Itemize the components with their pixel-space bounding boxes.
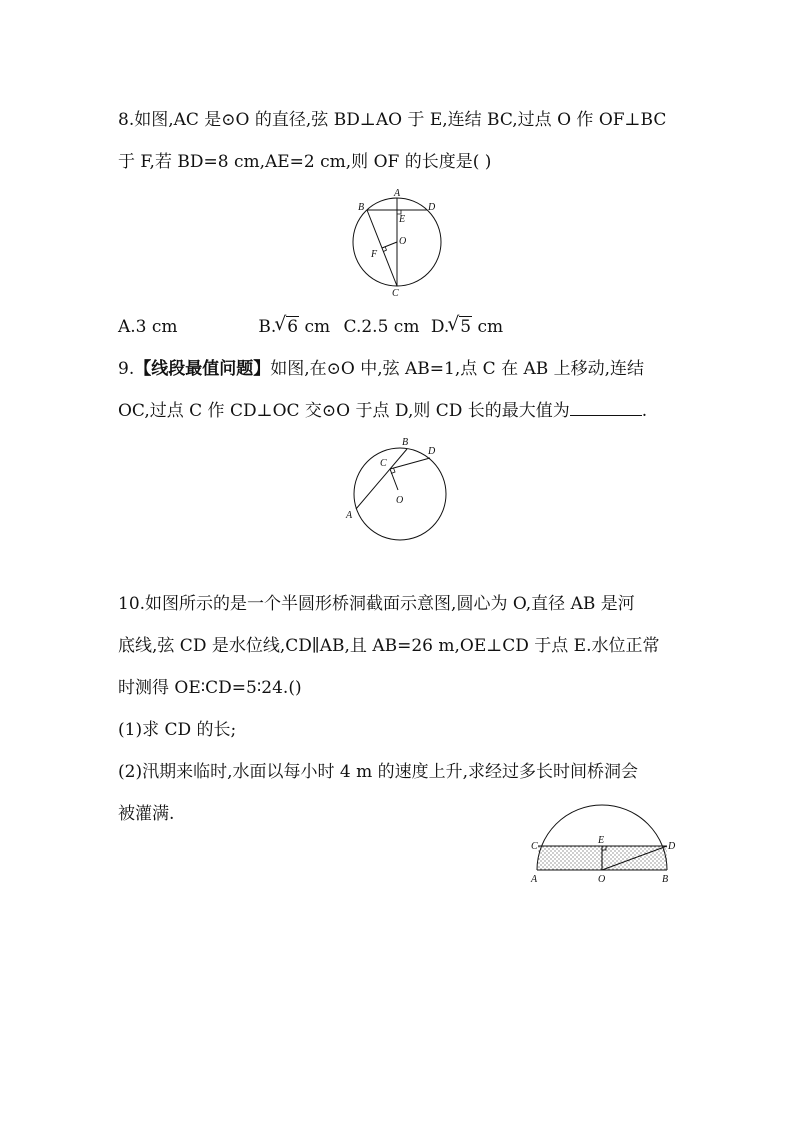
q8-label-b: B	[358, 202, 365, 213]
q10-line3: 时测得 OE∶CD=5∶24.()	[118, 678, 302, 698]
q10-label-b: B	[662, 874, 669, 885]
q10-part2-line2: 被灌满.	[118, 804, 175, 824]
q9-circle	[354, 448, 446, 540]
q10-label-o: O	[598, 874, 606, 885]
q9-line2: OC,过点 C 作 CD⊥OC 交⊙O 于点 D,则 CD 长的最大值为 .	[118, 401, 648, 421]
q9-label-c: C	[380, 458, 387, 469]
q10-figure	[522, 790, 682, 890]
q9-segment-cd	[390, 458, 430, 469]
q8-label-f: F	[371, 249, 378, 260]
q8-line2: 于 F,若 BD=8 cm,AE=2 cm,则 OF 的长度是( )	[118, 152, 492, 172]
q10-line2: 底线,弦 CD 是水位线,CD∥AB,且 AB=26 m,OE⊥CD 于点 E.水位正常	[118, 636, 660, 656]
q8-segment-of	[382, 242, 397, 248]
q10-part1: (1)求 CD 的长;	[118, 720, 237, 740]
q10-label-a: A	[531, 874, 538, 885]
q9-line1: 9.【线段最值问题】如图,在⊙O 中,弦 AB=1,点 C 在 AB 上移动,连结	[118, 359, 645, 379]
q10-label-e: E	[598, 835, 605, 846]
q8-option-b: B.√ 6 cm	[258, 317, 330, 337]
q9-label-o: O	[396, 495, 404, 506]
q8-options	[118, 315, 503, 339]
q9-label-d: D	[428, 446, 436, 457]
q8-label-d: D	[428, 202, 436, 213]
q8-option-c: C.2.5 cm	[343, 317, 420, 337]
q9-label-a: A	[346, 510, 353, 521]
q9-tag: 【线段最值问题】	[134, 359, 271, 379]
q8-label-c: C	[392, 288, 399, 299]
q8-label-e: E	[399, 214, 406, 225]
q10-label-c: C	[531, 841, 538, 852]
q8-option-a: A.3 cm	[118, 317, 178, 337]
q8-option-d: D.√ 5 cm	[431, 317, 503, 337]
q8-label-o: O	[399, 236, 407, 247]
q10-line1: 10.如图所示的是一个半圆形桥洞截面示意图,圆心为 O,直径 AB 是河	[118, 594, 635, 614]
q9-figure	[340, 434, 460, 544]
q8-figure	[340, 184, 460, 304]
q8-line1: 8.如图,AC 是⊙O 的直径,弦 BD⊥AO 于 E,连结 BC,过点 O 作 OF⊥BC	[118, 110, 667, 130]
q9-answer-blank[interactable]	[570, 399, 642, 416]
q8-option-b-radicand: 6	[287, 317, 299, 337]
q10-label-d: D	[668, 841, 676, 852]
q10-part2-line1: (2)汛期来临时,水面以每小时 4 m 的速度上升,求经过多长时间桥洞会	[118, 762, 639, 782]
q8-option-d-radicand: 5	[460, 317, 472, 337]
q8-label-a: A	[394, 188, 401, 199]
q9-label-b: B	[402, 437, 409, 448]
